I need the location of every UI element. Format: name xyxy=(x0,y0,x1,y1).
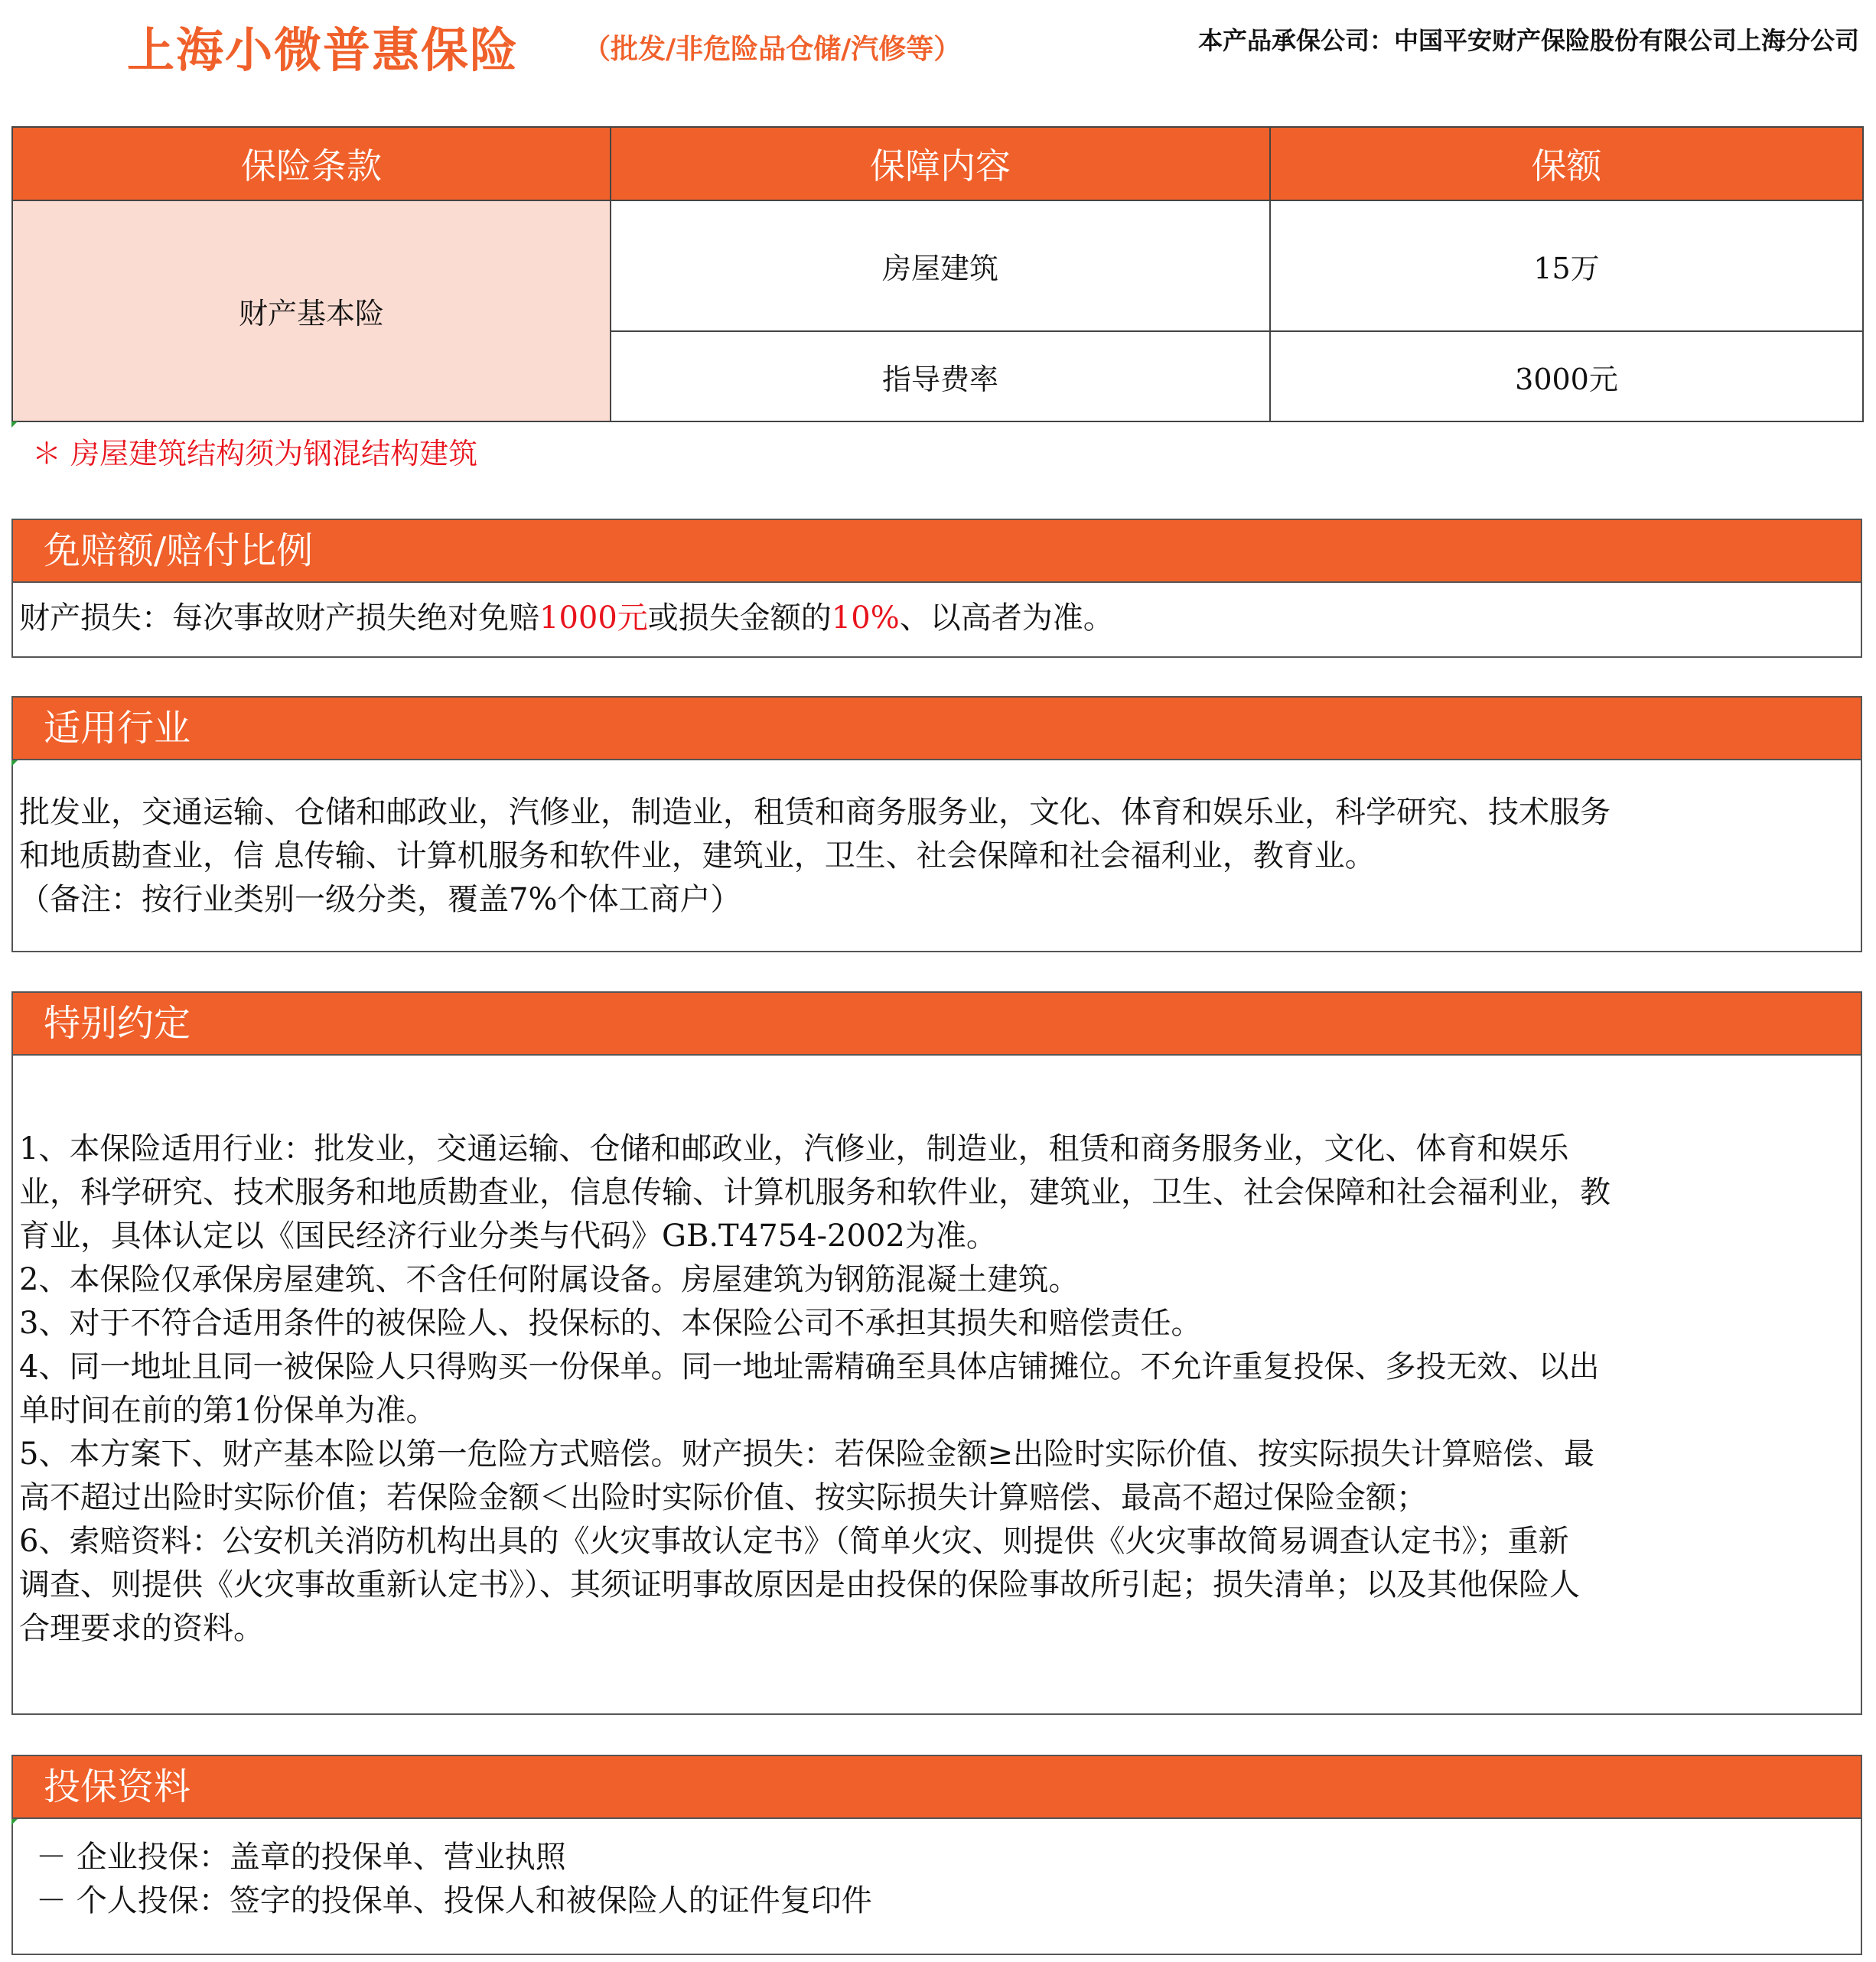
page-subtitle: （批发/非危险品仓储/汽修等） xyxy=(583,34,962,65)
header-coverage-content: 保障内容 xyxy=(611,127,1270,200)
section-title: 免赔额/赔付比例 xyxy=(13,520,1861,583)
section-title: 投保资料 xyxy=(13,1756,1861,1819)
text-line: 育业，具体认定以《国民经济行业分类与代码》GB.T4754-2002为准。 xyxy=(19,1219,997,1254)
deductible-percent: 10% xyxy=(831,600,900,636)
coverage-item: 指导费率 xyxy=(611,331,1270,421)
industries-text xyxy=(13,760,1861,922)
text-line: 3、对于不符合适用条件的被保险人、投保标的、本保险公司不承担其损失和赔偿责任。 xyxy=(19,1306,1202,1341)
deductible-section xyxy=(11,519,1862,658)
text-line: 和地质勘查业，信 息传输、计算机服务和软件业，建筑业，卫生、社会保障和社会福利业，教育业。 xyxy=(19,838,1376,874)
table-row xyxy=(12,200,1863,331)
deductible-text: 财产损失：每次事故财产损失绝对免赔1000元或损失金额的10%、以高者为准。 xyxy=(19,600,1114,636)
coverage-header-row xyxy=(12,127,1863,200)
coverage-item: 房屋建筑 xyxy=(611,200,1270,331)
coverage-table xyxy=(11,126,1864,422)
text-line: 高不超过出险时实际价值；若保险金额＜出险时实际价值、按实际损失计算赔偿、最高不超过保险金额； xyxy=(19,1480,1427,1515)
text-line: 6、索赔资料：公安机关消防机构出具的《火灾事故认定书》（简单火灾、则提供《火灾事故简易调查认定书》；重新 xyxy=(19,1524,1569,1559)
section-title: 适用行业 xyxy=(13,698,1861,760)
coverage-amount: 3000元 xyxy=(1270,331,1863,421)
text-line: 业，科学研究、技术服务和地质勘查业，信息传输、计算机服务和软件业，建筑业，卫生、社会保障和社会福利业，教 xyxy=(19,1175,1611,1210)
cell-corner-mark xyxy=(11,1819,18,1825)
special-terms-text xyxy=(13,1056,1861,1651)
text-line: 2、本保险仅承保房屋建筑、不含任何附属设备。房屋建筑为钢筋混凝土建筑。 xyxy=(19,1262,1080,1297)
deductible-amount: 1000元 xyxy=(539,600,648,636)
text-line: 调查、则提供《火灾事故重新认定书》）、其须证明事故原因是由投保的保险事故所引起；损失清单；以及其他保险人 xyxy=(19,1567,1580,1602)
text-line: 4、同一地址且同一被保险人只得购买一份保单。同一地址需精确至具体店铺摊位。不允许重复投保、多投无效、以出 xyxy=(19,1349,1600,1384)
list-item: － 个人投保：签字的投保单、投保人和被保险人的证件复印件 xyxy=(36,1883,872,1918)
section-title: 特别约定 xyxy=(13,993,1861,1056)
insurer-line: 本产品承保公司：中国平安财产保险股份有限公司上海分公司 xyxy=(1197,26,1859,55)
page-header xyxy=(0,0,1876,84)
page-title: 上海小微普惠保险 xyxy=(127,22,519,78)
list-item: － 企业投保：盖章的投保单、营业执照 xyxy=(36,1840,566,1875)
special-terms-section xyxy=(11,991,1862,1715)
application-materials-section xyxy=(11,1755,1862,1955)
cell-corner-mark xyxy=(11,421,18,428)
text-line: 5、本方案下、财产基本险以第一危险方式赔偿。财产损失：若保险金额≥出险时实际价值、按实际损失计算赔偿、最 xyxy=(19,1437,1594,1472)
coverage-amount: 15万 xyxy=(1270,200,1863,331)
text-line: 合理要求的资料。 xyxy=(19,1611,264,1646)
structure-note: ＊ 房屋建筑结构须为钢混结构建筑 xyxy=(32,437,478,470)
header-amount: 保额 xyxy=(1270,127,1863,200)
industries-section xyxy=(11,696,1862,952)
text-line: 单时间在前的第1份保单为准。 xyxy=(19,1393,437,1428)
text-line: 批发业，交通运输、仓储和邮政业，汽修业，制造业，租赁和商务服务业，文化、体育和娱乐业，科学研究、技术服务 xyxy=(19,795,1611,830)
text-line: （备注：按行业类别一级分类，覆盖7%个体工商户） xyxy=(19,882,741,917)
materials-text xyxy=(13,1819,1861,1923)
header-clause: 保险条款 xyxy=(12,127,611,200)
text-line: 1、本保险适用行业：批发业，交通运输、仓储和邮政业，汽修业，制造业，租赁和商务服务业，文化、体育和娱乐 xyxy=(19,1131,1569,1166)
clause-cell: 财产基本险 xyxy=(12,200,611,421)
cell-corner-mark xyxy=(11,760,18,766)
